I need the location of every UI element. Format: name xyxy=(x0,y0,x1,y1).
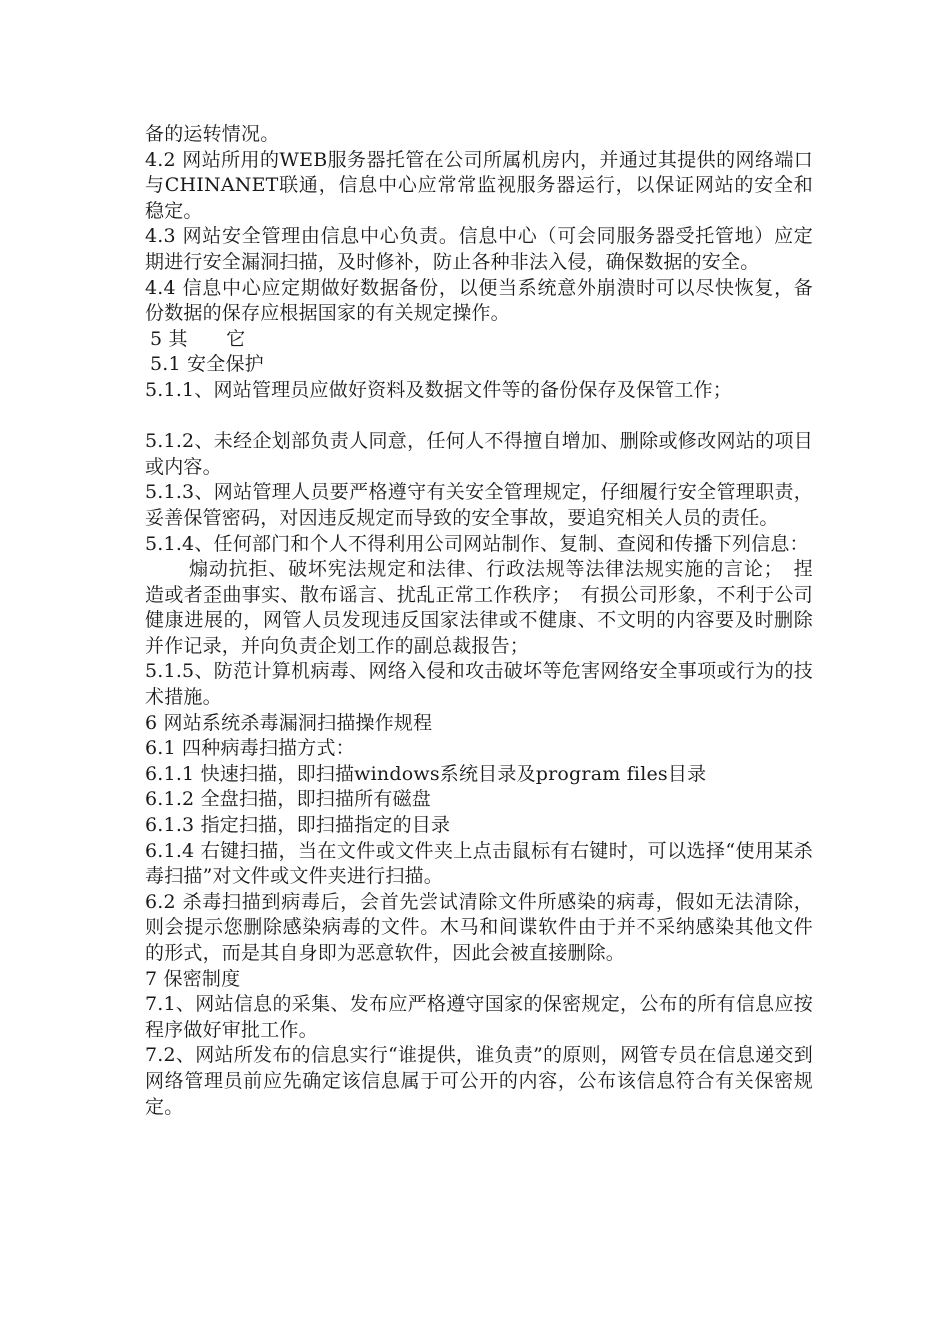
paragraph-5-1-4: 5.1.4、任何部门和个人不得利用公司网站制作、复制、查阅和传播下列信息： xyxy=(145,532,809,555)
paragraph-7-1: 7.1、网站信息的采集、发布应严格遵守国家的保密规定，公布的所有信息应按程序做好审批工作。 xyxy=(145,993,813,1041)
paragraph-5-1-3: 5.1.3、网站管理人员要严格遵守有关安全管理规定，仔细履行安全管理职责，妥善保管密码，对因违反规定而导致的安全事故，要追究相关人员的责任。 xyxy=(145,481,813,529)
paragraph-prohibited-info: 煽动抗拒、破坏宪法规定和法律、行政法规等法律法规实施的言论； 捏造或者歪曲事实、散布谣言、扰乱正常工作秩序； 有损公司形象，不利于公司健康进展的，网管人员发现违反国家法律或不健康、不文明的内容要及时删除并作记录，并向负责企划工作的副总裁报告； xyxy=(145,558,813,657)
document-page xyxy=(145,122,813,1120)
paragraph-4-3: 4.3 网站安全管理由信息中心负责。信息中心（可会同服务器受托管地）应定期进行安全漏洞扫描，及时修补，防止各种非法入侵，确保数据的安全。 xyxy=(145,225,813,273)
heading-5-1-security: 5.1 安全保护 xyxy=(150,353,264,376)
paragraph-7-2: 7.2、网站所发布的信息实行“谁提供，谁负责”的原则，网管专员在信息递交到网络管理员前应先确定该信息属于可公开的内容，公布该信息符合有关保密规定。 xyxy=(145,1044,813,1118)
paragraph-4-2: 4.2 网站所用的WEB服务器托管在公司所属机房内，并通过其提供的网络端口与CHINANET联通，信息中心应常常监视服务器运行，以保证网站的安全和稳定。 xyxy=(145,148,813,222)
paragraph-6-2: 6.2 杀毒扫描到病毒后，会首先尝试清除文件所感染的病毒，假如无法清除，则会提示您删除感染病毒的文件。木马和间谍软件由于并不采纳感染其他文件的形式，而是其自身即为恶意软件，因此会被直接删除。 xyxy=(145,890,813,964)
heading-6: 6 网站系统杀毒漏洞扫描操作规程 xyxy=(145,711,433,734)
heading-7: 7 保密制度 xyxy=(145,967,241,990)
paragraph-4-4: 4.4 信息中心应定期做好数据备份，以便当系统意外崩溃时可以尽快恢复，备份数据的保存应根据国家的有关规定操作。 xyxy=(145,276,813,325)
paragraph-6-1-2: 6.1.2 全盘扫描，即扫描所有磁盘 xyxy=(145,788,431,811)
paragraph-6-1-3: 6.1.3 指定扫描，即扫描指定的目录 xyxy=(145,814,451,837)
paragraph-6-1-4: 6.1.4 右键扫描，当在文件或文件夹上点击鼠标有右键时，可以选择“使用某杀毒扫描”对文件或文件夹进行扫描。 xyxy=(145,839,813,888)
heading-5-other: 5 其 它 xyxy=(150,327,246,350)
paragraph-5-1-2: 5.1.2、未经企划部负责人同意，任何人不得擅自增加、删除或修改网站的项目或内容。 xyxy=(145,430,813,478)
paragraph-6-1-1: 6.1.1 快速扫描，即扫描windows系统目录及program files目录 xyxy=(145,762,707,785)
paragraph-continuation: 备的运转情况。 xyxy=(145,123,280,145)
paragraph-5-1-1: 5.1.1、网站管理员应做好资料及数据文件等的备份保存及保管工作； xyxy=(145,378,732,401)
paragraph-5-1-5: 5.1.5、防范计算机病毒、网络入侵和攻击破坏等危害网络安全事项或行为的技术措施。 xyxy=(145,660,813,709)
blank-line xyxy=(145,404,813,430)
heading-6-1: 6.1 四种病毒扫描方式： xyxy=(145,737,355,760)
